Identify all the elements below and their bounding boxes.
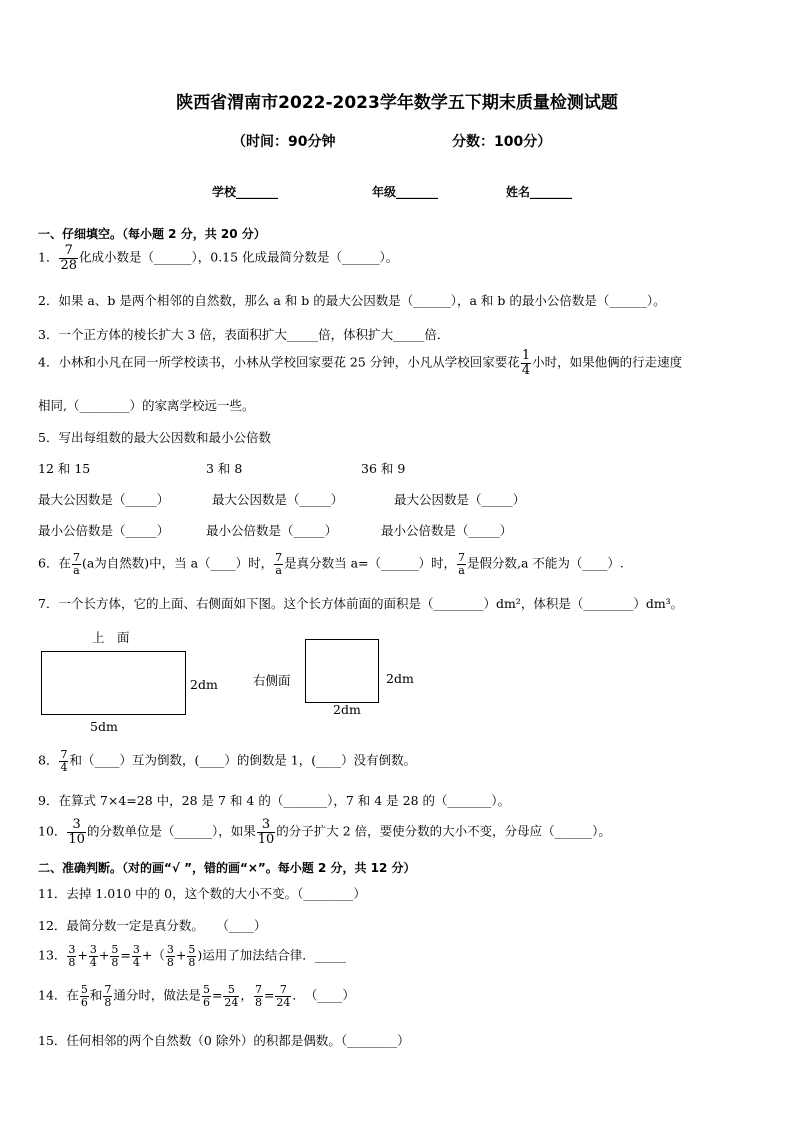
fraction <box>166 944 175 968</box>
question-7: 7．一个长方体，它的上面、右侧面如下图。这个长方体前面的面积是（________）dm²，体积是（________）dm³。 <box>38 596 684 611</box>
operator: + <box>98 947 110 963</box>
denominator: 4 <box>60 760 68 774</box>
fraction <box>72 552 81 576</box>
side-face-width: 2dm <box>333 702 361 717</box>
top-face-label: 上 面 <box>92 630 130 645</box>
question-15: 15．任何相邻的两个自然数（0 除外）的积都是偶数。（________） <box>38 1033 410 1048</box>
numerator: 3 <box>132 943 140 956</box>
fraction <box>521 349 531 377</box>
gcd-blank-3[interactable]: 最大公因数是（_____） <box>394 492 526 507</box>
question-text: 的分数单位是（______），如果 <box>86 823 256 839</box>
denominator: 24 <box>224 995 239 1009</box>
denominator: 24 <box>276 995 291 1009</box>
fraction <box>274 552 283 576</box>
question-number: 8． <box>38 752 59 768</box>
question-text: 运用了加法结合律．_____ <box>202 947 346 963</box>
denominator: a <box>458 563 465 577</box>
denominator: 8 <box>254 995 262 1009</box>
side-face-square <box>305 639 379 703</box>
numerator: 7 <box>254 983 262 996</box>
fraction <box>132 944 141 968</box>
numerator: 5 <box>111 943 119 956</box>
question-text: 小时，如果他俩的行走速度 <box>532 354 683 370</box>
numerator: 5 <box>188 943 196 956</box>
numerator: 3 <box>89 943 97 956</box>
lcm-blank-1[interactable]: 最小公倍数是（_____） <box>38 523 170 538</box>
fraction <box>89 944 98 968</box>
operator: ) <box>197 947 203 963</box>
question-text: 6．在 <box>38 555 71 571</box>
question-1 <box>38 244 398 272</box>
lcm-blank-2[interactable]: 最小公倍数是（_____） <box>206 523 338 538</box>
operator: = <box>211 987 223 1003</box>
numerator: 7 <box>104 983 112 996</box>
numerator: 7 <box>59 244 78 259</box>
question-text: 是真分数当 a=（______）时， <box>284 555 456 571</box>
question-text: 是假分数,a 不能为（____）. <box>467 555 624 571</box>
question-number: 1． <box>38 249 59 265</box>
side-face-label: 右侧面 <box>253 673 291 688</box>
group-1: 12 和 15 <box>38 461 91 476</box>
question-10 <box>38 818 611 846</box>
question-14 <box>38 984 355 1008</box>
fraction <box>59 244 78 272</box>
question-4 <box>38 349 682 377</box>
denominator: 4 <box>132 955 140 969</box>
denominator: a <box>73 563 80 577</box>
fraction <box>103 984 112 1008</box>
page-title: 陕西省渭南市2022-2023学年数学五下期末质量检测试题 <box>176 93 618 113</box>
grade-field[interactable]: 年级_______ <box>372 185 439 199</box>
numerator: 7 <box>72 551 80 564</box>
fraction <box>275 984 291 1008</box>
question-5: 5．写出每组数的最大公因数和最小公倍数 <box>38 430 271 445</box>
denominator: 8 <box>188 955 196 969</box>
denominator: 10 <box>68 831 85 847</box>
question-12: 12．最简分数一定是真分数。 （____） <box>38 918 267 933</box>
denominator: a <box>275 563 282 577</box>
fraction <box>67 818 86 846</box>
denominator: 4 <box>89 955 97 969</box>
question-text: 14．在 <box>38 987 79 1003</box>
denominator: 8 <box>68 955 76 969</box>
numerator: 3 <box>257 818 276 833</box>
top-face-width: 5dm <box>90 719 118 734</box>
question-text: 化成小数是（______），0.15 化成最简分数是（______）。 <box>79 249 399 265</box>
fraction <box>187 944 196 968</box>
operator: + <box>175 947 187 963</box>
name-field[interactable]: 姓名_______ <box>506 185 573 199</box>
top-face-rectangle <box>41 651 186 715</box>
question-text: 4．小林和小凡在同一所学校读书，小林从学校回家要花 25 分钟，小凡从学校回家要花 <box>38 354 520 370</box>
question-text: 和 <box>89 987 103 1003</box>
exam-time: （时间：90分钟 <box>232 134 336 150</box>
gcd-blank-2[interactable]: 最大公因数是（_____） <box>212 492 344 507</box>
denominator: 6 <box>202 995 210 1009</box>
question-text: (a为自然数)中，当 a（____）时， <box>81 555 274 571</box>
section-title-fill: 一、仔细填空。（每小题 2 分，共 20 分） <box>38 227 266 241</box>
fraction <box>67 944 76 968</box>
question-13 <box>38 944 346 968</box>
operator: +（ <box>141 947 165 963</box>
numerator: 5 <box>223 984 239 997</box>
question-3: 3．一个正方体的棱长扩大 3 倍，表面积扩大_____倍，体积扩大_____倍． <box>38 327 450 342</box>
group-3: 36 和 9 <box>361 461 406 476</box>
question-number: 10． <box>38 823 67 839</box>
denominator: 8 <box>166 955 174 969</box>
numerator: 5 <box>80 983 88 996</box>
fraction <box>457 552 466 576</box>
question-text: ， <box>240 987 253 1003</box>
fraction <box>59 749 68 773</box>
denominator: 28 <box>60 257 77 273</box>
exam-score: 分数：100分） <box>452 134 552 150</box>
question-2: 2．如果 a、b 是两个相邻的自然数，那么 a 和 b 的最大公因数是（______），a 和 b 的最小公倍数是（______）。 <box>38 293 666 308</box>
denominator: 4 <box>521 362 531 378</box>
operator: = <box>120 947 131 963</box>
fraction <box>223 984 239 1008</box>
operator: + <box>77 947 88 963</box>
gcd-blank-1[interactable]: 最大公因数是（_____） <box>38 492 170 507</box>
denominator: 10 <box>257 831 275 847</box>
denominator: 8 <box>104 995 112 1009</box>
numerator: 7 <box>60 748 68 761</box>
school-field[interactable]: 学校_______ <box>212 185 279 199</box>
numerator: 5 <box>202 983 210 996</box>
group-2: 3 和 8 <box>206 461 243 476</box>
question-6 <box>38 552 624 576</box>
fraction <box>110 944 119 968</box>
top-face-height: 2dm <box>190 677 218 692</box>
fraction <box>254 984 263 1008</box>
question-8 <box>38 749 416 773</box>
numerator: 7 <box>275 984 291 997</box>
question-text: 通分时，做法是 <box>113 987 201 1003</box>
question-text: ． （____） <box>292 987 355 1003</box>
fraction <box>257 818 276 846</box>
section-title-judge: 二、准确判断。（对的画“√ ”，错的画“×”。每小题 2 分，共 12 分） <box>38 861 416 875</box>
lcm-blank-3[interactable]: 最小公倍数是（_____） <box>381 523 513 538</box>
numerator: 7 <box>458 551 465 564</box>
question-11: 11．去掉 1.010 中的 0，这个数的大小不变。（________） <box>38 886 366 901</box>
fraction <box>80 984 89 1008</box>
numerator: 3 <box>68 943 76 956</box>
fraction <box>202 984 211 1008</box>
side-face-height: 2dm <box>386 671 414 686</box>
question-text: 的分子扩大 2 倍，要使分数的大小不变，分母应（______）。 <box>276 823 611 839</box>
question-number: 13． <box>38 947 67 963</box>
question-text: 和（____）互为倒数，(____）的倒数是 1，(____）没有倒数。 <box>69 752 417 768</box>
denominator: 8 <box>111 955 119 969</box>
numerator: 3 <box>166 943 174 956</box>
numerator: 3 <box>67 818 86 833</box>
denominator: 6 <box>80 995 88 1009</box>
numerator: 7 <box>275 551 283 564</box>
numerator: 1 <box>521 348 531 363</box>
question-9: 9．在算式 7×4=28 中，28 是 7 和 4 的（_______），7 和 4 是 28 的（_______）。 <box>38 793 511 808</box>
question-4-line2: 相同,（________）的家离学校远一些。 <box>38 398 255 413</box>
operator: = <box>263 987 275 1003</box>
